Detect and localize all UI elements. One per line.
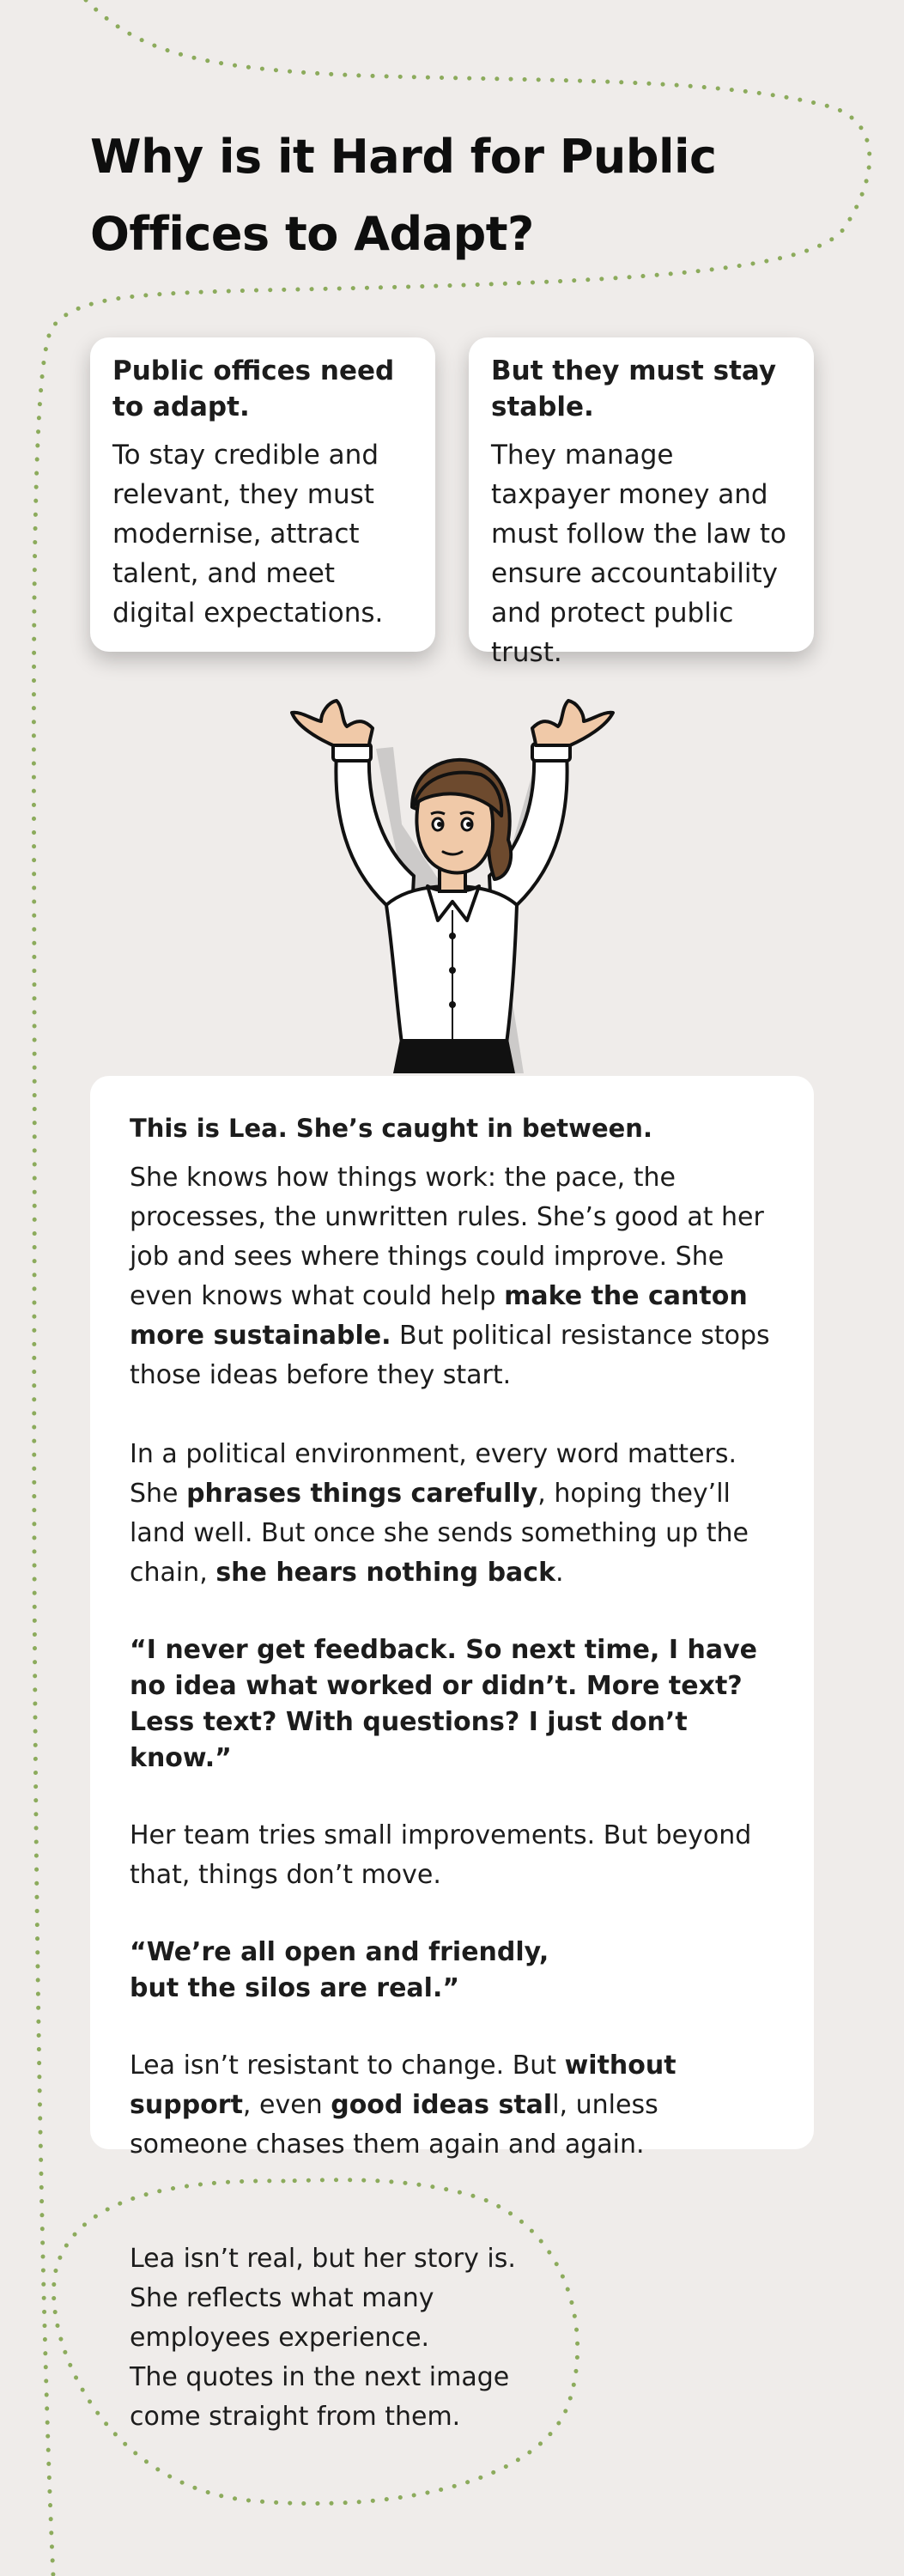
- card-body: To stay credible and relevant, they must modernise, attract talent, and meet digital expectations.: [112, 440, 384, 629]
- quote-silos: “We’re all open and friendly, but the silos are real.”: [130, 1937, 549, 2003]
- card-body: They manage taxpayer money and must follow the law to ensure accountability and protect public trust.: [491, 440, 786, 668]
- skirt: [393, 1039, 515, 1073]
- emphasis: make the canton more sustainable.: [130, 1281, 748, 1351]
- emphasis: good ideas stal: [331, 2090, 553, 2120]
- story-paragraph-3: Her team tries small improvements. But beyond that, things don’t move.: [130, 1820, 752, 1890]
- story-paragraph-4: Lea isn’t resistant to change. But without support, even good ideas stall, unless someone chases them again and again.: [130, 2050, 676, 2160]
- story-card: [90, 1076, 814, 2160]
- emphasis: phrases things carefully: [186, 1479, 538, 1509]
- story-paragraph-1: She knows how things work: the pace, the processes, the unwritten rules. She’s good at her job and sees where things could improve. She even knows what could help make the canton more sustainable. But political resistance stops those ideas before they start.: [130, 1163, 770, 1390]
- emphasis: without support: [130, 2050, 676, 2120]
- story-lead: This is Lea. She’s caught in between.: [130, 1114, 652, 1143]
- left-hand-icon: [292, 701, 373, 745]
- emphasis: she hears nothing back: [215, 1558, 556, 1588]
- info-card-adapt: [90, 337, 435, 652]
- closing-note: Lea isn’t real, but her story is. She reflects what many employees experience. The quotes in the next image come straight from them.: [130, 2244, 516, 2432]
- quote-feedback: “I never get feedback. So next time, I have no idea what worked or didn’t. More text? Less text? With questions? I just don’t know.”: [130, 1635, 757, 1773]
- story-paragraph-2: In a political environment, every word matters. She phrases things carefully, hoping they’ll land well. But once she sends something up the chain, she hears nothing back.: [130, 1439, 749, 1588]
- lea-illustration: [283, 696, 627, 1073]
- card-heading: But they must stay stable.: [491, 355, 777, 422]
- right-hand-icon: [532, 701, 613, 745]
- page-title: Why is it Hard for Public Offices to Adapt?: [90, 130, 717, 261]
- card-heading: Public offices need to adapt.: [112, 355, 395, 422]
- info-card-stable: [469, 337, 814, 668]
